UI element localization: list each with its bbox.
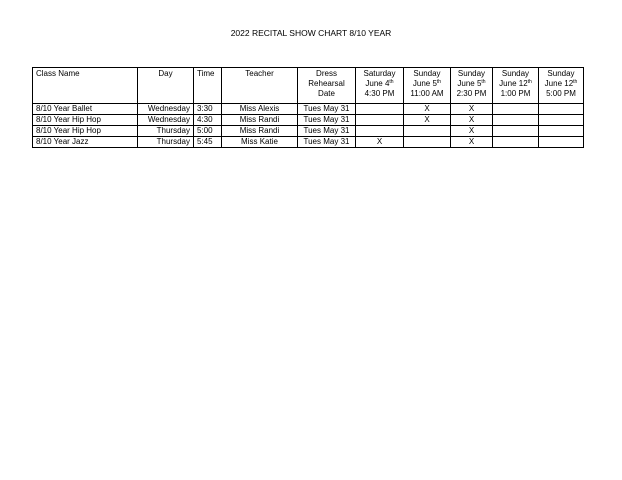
cell-time: 5:45 xyxy=(194,137,222,148)
cell-show-5 xyxy=(539,104,584,115)
cell-show-2 xyxy=(404,126,451,137)
cell-show-3: X xyxy=(451,137,493,148)
cell-dress-rehearsal: Tues May 31 xyxy=(298,137,356,148)
cell-show-1 xyxy=(356,126,404,137)
cell-show-5 xyxy=(539,115,584,126)
show-day: Sunday xyxy=(501,69,530,78)
cell-show-2 xyxy=(404,137,451,148)
ordinal-suffix: th xyxy=(481,79,486,85)
cell-time: 4:30 xyxy=(194,115,222,126)
show-time: 5:00 PM xyxy=(546,89,576,98)
table-row xyxy=(33,126,584,137)
cell-show-1 xyxy=(356,104,404,115)
cell-dress-rehearsal: Tues May 31 xyxy=(298,115,356,126)
header-show-3 xyxy=(451,68,493,104)
table-row xyxy=(33,137,584,148)
ordinal-suffix: th xyxy=(573,79,578,85)
cell-teacher: Miss Randi xyxy=(222,126,298,137)
header-show-1 xyxy=(356,68,404,104)
cell-teacher: Miss Katie xyxy=(222,137,298,148)
header-dress-rehearsal xyxy=(298,68,356,104)
header-show-2 xyxy=(404,68,451,104)
show-date: June 5th xyxy=(457,79,486,88)
cell-show-5 xyxy=(539,137,584,148)
header-dress-line1: Dress xyxy=(316,69,337,78)
cell-show-1: X xyxy=(356,137,404,148)
show-time: 1:00 PM xyxy=(500,89,531,98)
show-time: 11:00 AM xyxy=(410,89,444,98)
cell-show-4 xyxy=(493,126,539,137)
cell-show-2: X xyxy=(404,104,451,115)
ordinal-suffix: th xyxy=(527,79,532,85)
header-row xyxy=(33,68,584,104)
cell-day: Wednesday xyxy=(138,115,194,126)
cell-day: Thursday xyxy=(138,126,194,137)
table-row xyxy=(33,104,584,115)
header-time: Time xyxy=(194,68,222,104)
show-day: Sunday xyxy=(413,69,441,78)
recital-show-chart xyxy=(32,67,584,148)
cell-time: 5:00 xyxy=(194,126,222,137)
header-teacher: Teacher xyxy=(222,68,298,104)
document-title: 2022 RECITAL SHOW CHART 8/10 YEAR xyxy=(230,28,392,38)
cell-day: Wednesday xyxy=(138,104,194,115)
cell-show-3: X xyxy=(451,115,493,126)
header-dress-line3: Date xyxy=(318,89,335,98)
cell-show-4 xyxy=(493,104,539,115)
cell-dress-rehearsal: Tues May 31 xyxy=(298,104,356,115)
cell-show-4 xyxy=(493,115,539,126)
ordinal-suffix: th xyxy=(389,79,394,85)
show-date: June 5th xyxy=(412,79,442,88)
cell-show-3: X xyxy=(451,126,493,137)
header-dress-line2: Rehearsal xyxy=(308,79,345,88)
header-show-5 xyxy=(539,68,584,104)
show-day: Saturday xyxy=(363,69,396,78)
ordinal-suffix: th xyxy=(436,79,442,85)
cell-show-2: X xyxy=(404,115,451,126)
header-day: Day xyxy=(138,68,194,104)
cell-time: 3:30 xyxy=(194,104,222,115)
cell-show-3: X xyxy=(451,104,493,115)
cell-class-name: 8/10 Year Hip Hop xyxy=(33,115,138,126)
cell-show-5 xyxy=(539,126,584,137)
show-date: June 4th xyxy=(365,79,394,88)
cell-class-name: 8/10 Year Jazz xyxy=(33,137,138,148)
show-date: June 12th xyxy=(499,79,532,88)
cell-class-name: 8/10 Year Hip Hop xyxy=(33,126,138,137)
header-show-4 xyxy=(493,68,539,104)
show-time: 2:30 PM xyxy=(456,89,487,98)
cell-dress-rehearsal: Tues May 31 xyxy=(298,126,356,137)
table-row xyxy=(33,115,584,126)
show-day: Sunday xyxy=(457,69,486,78)
cell-teacher: Miss Alexis xyxy=(222,104,298,115)
cell-day: Thursday xyxy=(138,137,194,148)
cell-show-4 xyxy=(493,137,539,148)
cell-show-1 xyxy=(356,115,404,126)
cell-teacher: Miss Randi xyxy=(222,115,298,126)
show-date: June 12th xyxy=(544,79,578,88)
cell-class-name: 8/10 Year Ballet xyxy=(33,104,138,115)
header-class-name: Class Name xyxy=(33,68,138,104)
show-time: 4:30 PM xyxy=(364,89,395,98)
show-day: Sunday xyxy=(547,69,575,78)
